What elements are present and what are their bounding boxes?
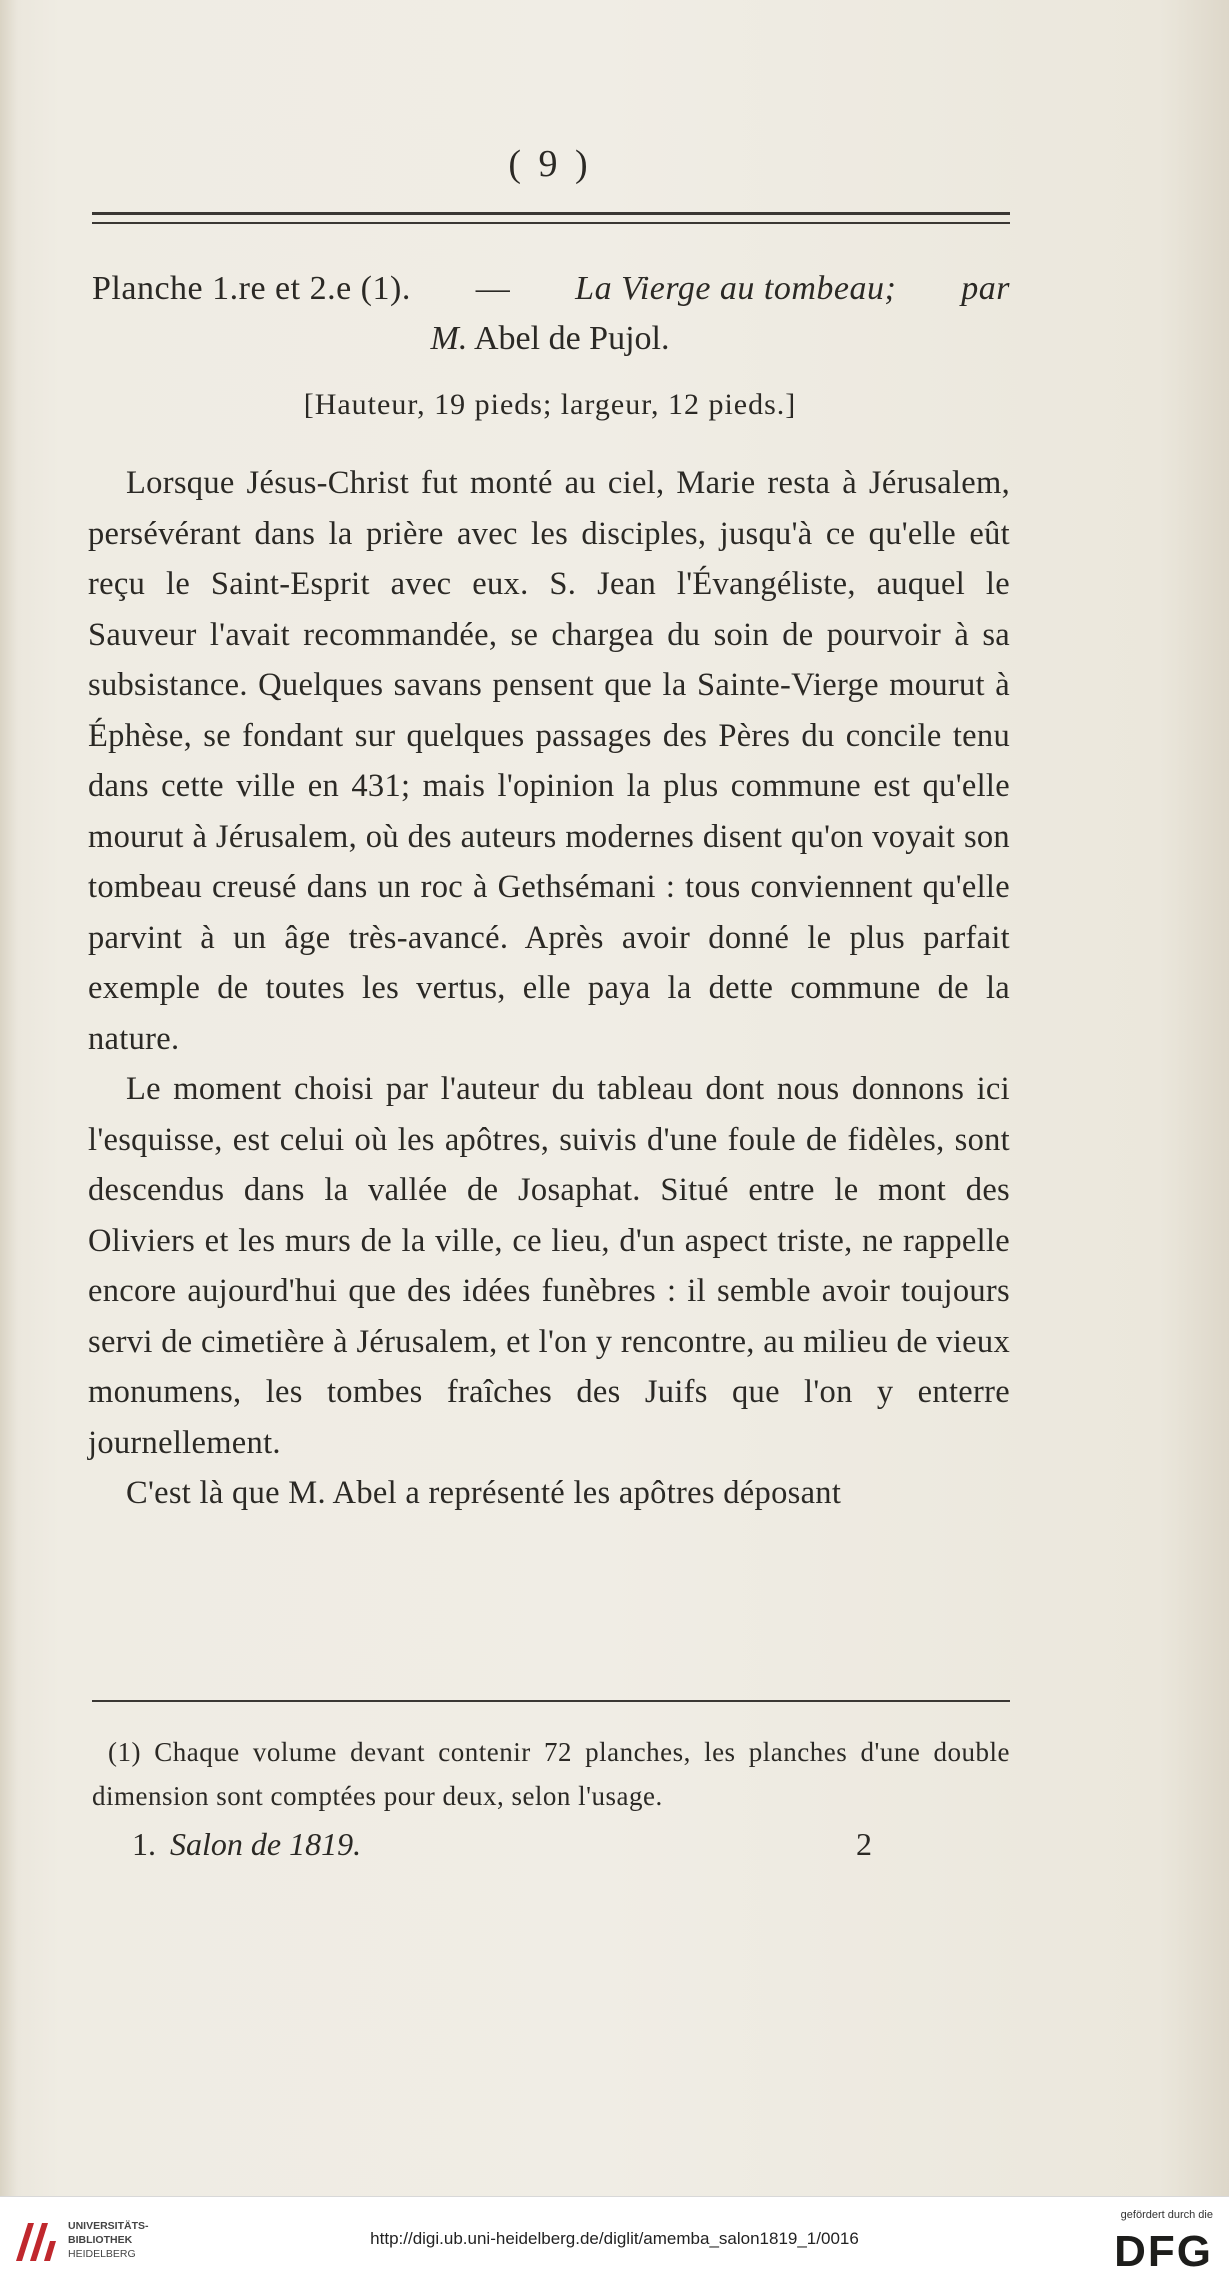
plate-title: [92, 270, 1010, 308]
artist-name: Abel de Pujol.: [473, 320, 670, 357]
paragraph: C'est là que M. Abel a représenté les apôtres déposant: [126, 1475, 842, 1511]
page-number: ( 9 ): [508, 143, 592, 185]
footnote: [92, 1730, 1010, 1818]
header-rule-thin: [92, 222, 1010, 224]
painting-dimensions: [Hauteur, 19 pieds; largeur, 12 pieds.]: [303, 388, 797, 421]
dfg-logo: DFG: [1114, 2227, 1213, 2276]
paragraph: Lorsque Jésus-Christ fut monté au ciel, Marie resta à Jérusalem, persévérant dans la prière avec les disciples, jusqu'à ce qu'elle eût reçu le Saint-Esprit avec eux. S. Jean l'Évangéliste, auquel le Sauveur l'avait recommandée, se chargea du soin de pourvoir à sa subsistance. Quelques savans pensent que la Sainte-Vierge mourut à Éphèse, se fondant sur quelques passages des Pères du concile tenu dans cette ville en 431; mais l'opinion la plus commune est qu'elle mourut à Jérusalem, où des auteurs modernes disent qu'on voyait son tombeau creusé dans un roc à Gethsémani : tous conviennent qu'elle parvint à un âge très-avancé. Après avoir donné le plus parfait exemple de toutes les vertus, elle paya la dette commune de la nature.: [88, 465, 1010, 1057]
plate-title-par: par: [961, 270, 1010, 307]
sponsor-label: gefördert durch die: [1120, 2209, 1213, 2221]
signature-number: 1.: [132, 1826, 156, 1862]
permalink-url[interactable]: http://digi.ub.uni-heidelberg.de/diglit/amemba_salon1819_1/0016: [370, 2229, 859, 2248]
signature-title: Salon de 1819.: [170, 1826, 362, 1862]
plate-title-dash: —: [475, 270, 511, 307]
plate-title-prefix: Planche 1.re et 2.e (1).: [92, 270, 411, 307]
footnote-text: (1) Chaque volume devant contenir 72 planches, les planches d'une double dimension sont comptées pour deux, selon l'usage.: [92, 1737, 1010, 1811]
plate-title-italic: La Vierge au tombeau;: [575, 270, 897, 307]
footnote-rule: [92, 1700, 1010, 1702]
library-name: UNIVERSITÄTS- BIBLIOTHEK HEIDELBERG: [68, 2220, 149, 2260]
gathering-number: 2: [856, 1826, 872, 1862]
signature-line: [132, 1826, 872, 1863]
signature-left: [132, 1826, 361, 1863]
paragraph: Le moment choisi par l'auteur du tableau dont nous donnons ici l'esquisse, est celui où les apôtres, suivis d'une foule de fidèles, sont descendus dans la vallée de Josaphat. Situé entre le mont des Oliviers et les murs de la ville, ce lieu, d'un aspect triste, ne rappelle encore aujourd'hui que des idées funèbres : il semble avoir toujours servi de cimetière à Jérusalem, et l'on y rencontre, au milieu de vieux monumens, les tombes fraîches des Juifs que l'on y enterre journellement.: [88, 1071, 1010, 1461]
header-rule-thick: [92, 212, 1010, 215]
artist-honorific: M.: [430, 320, 468, 357]
body-text: [88, 458, 1010, 1519]
viewer-footer: [0, 2196, 1229, 2285]
artist-line: [0, 320, 1100, 358]
